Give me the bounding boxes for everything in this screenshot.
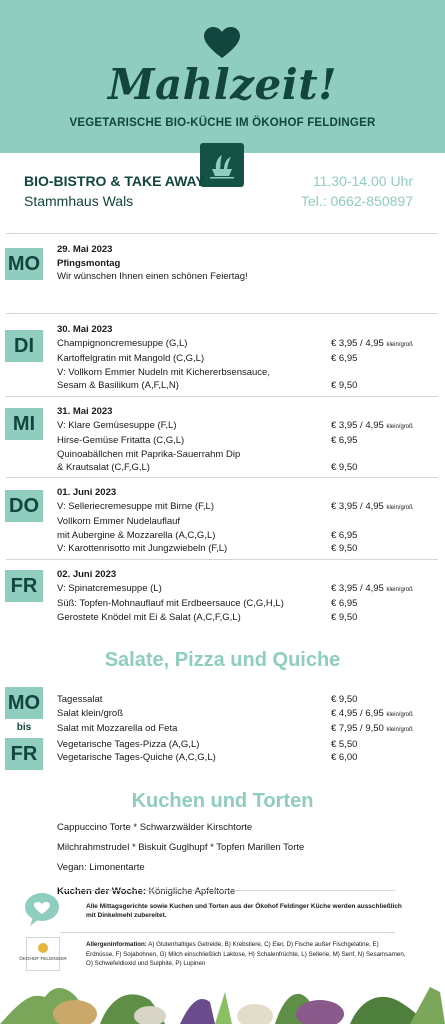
opening-hours: 11.30-14.00 Uhr [312, 173, 413, 189]
section-heading-salads: Salate, Pizza und Quiche [104, 649, 341, 671]
day-badge-di: DI [5, 330, 43, 362]
cake-line: Cappuccino Torte * Schwarzwälder Kirschtorte [57, 822, 253, 833]
venue-name: BIO-BISTRO & TAKE AWAY [24, 173, 205, 189]
svg-text:ÖKOHOF FELDINGER: ÖKOHOF FELDINGER [19, 956, 67, 961]
cake-line: Milchrahmstrudel * Biskuit Guglhupf * Topfen Marillen Torte [57, 842, 305, 853]
menu-line: Salat mit Mozzarella od Feta € 7,95 / 9,50 klein/groß [57, 723, 413, 734]
speech-bubble-icon [25, 893, 59, 921]
day-date: 29. Mai 2023 [57, 244, 113, 255]
day-date: 31. Mai 2023 [57, 406, 113, 417]
day-block-di [57, 323, 427, 393]
menu-line: Kartoffelgratin mit Mangold (C,G,L) € 6,95 [57, 353, 358, 364]
day-block-mi [57, 405, 427, 475]
divider [6, 313, 438, 314]
menu-line: Pfingsmontag [57, 257, 121, 269]
vegetables-illustration [0, 972, 445, 1024]
day-block-fr [57, 568, 427, 624]
menu-line: Quinoabällchen mit Paprika-Sauerrahm Dip [57, 448, 241, 460]
menu-line: Wir wünschen Ihnen einen schönen Feiertag! [57, 271, 248, 282]
divider [6, 233, 438, 234]
page-title: Mahlzeit! [107, 60, 338, 109]
day-date: 02. Juni 2023 [57, 569, 117, 580]
section-heading-cakes: Kuchen und Torten [131, 790, 314, 812]
menu-line: Süß: Topfen-Mohnauflauf mit Erdbeersauce (C,G,H,L) € 6,95 [57, 598, 358, 609]
header-banner [0, 0, 445, 153]
menu-line: Vegetarische Tages-Quiche (A,C,G,L) € 6,00 [57, 752, 358, 763]
day-block-mo [57, 243, 427, 284]
menu-line: Tagessalat € 9,50 [57, 694, 358, 705]
day-badge-fr: FR [5, 738, 43, 770]
menu-line: Vollkorn Emmer Nudelauflauf [57, 516, 181, 527]
day-badge-mo: MO [5, 687, 43, 719]
menu-line: V: Karottenrisotto mit Jungzwiebeln (F,L) € 9,50 [57, 543, 358, 554]
menu-line: Gerostete Knödel mit Ei & Salat (A,C,F,G,L) € 9,50 [57, 611, 358, 623]
day-date: 01. Juni 2023 [57, 487, 117, 498]
menu-line: V: Spinatcremesuppe (L) € 3,95 / 4,95 klein/groß [57, 582, 413, 594]
page-subtitle: VEGETARISCHE BIO-KÜCHE IM ÖKOHOF FELDINGER [69, 117, 376, 129]
menu-line: Hirse-Gemüse Fritatta (C,G,L) € 6,95 [57, 435, 358, 446]
menu-line: Champignoncremesuppe (G,L) € 3,95 / 4,95 klein/groß [57, 337, 413, 349]
venue-location: Stammhaus Wals [24, 193, 134, 209]
divider [6, 396, 438, 397]
menu-line: V: Vollkorn Emmer Nudeln mit Kichererbsensauce, [57, 366, 270, 378]
day-block-do [57, 486, 427, 556]
menu-line: mit Aubergine & Mozzarella (A,C,G,L) € 6,95 [57, 529, 358, 541]
divider [60, 932, 395, 933]
flour-note: Alle Mittagsgerichte sowie Kuchen und Torten aus der Ökohof Feldinger Küche werden ausschließlich mit Dinkelmehl zubereitet. [86, 903, 402, 919]
phone-number: Tel.: 0662-850897 [300, 193, 413, 209]
heart-icon [204, 27, 240, 59]
menu-line: V: Selleriecremesuppe mit Birne (F,L) € 3,95 / 4,95 klein/groß [57, 500, 413, 512]
day-date: 30. Mai 2023 [57, 324, 113, 335]
cake-of-week: Kuchen der Woche: Königliche Apfeltorte [57, 886, 236, 897]
oekohof-logo-icon [19, 937, 67, 971]
cake-line: Vegan: Limonentarte [57, 862, 145, 873]
divider [6, 559, 438, 560]
allergen-info: Allergeninformation: A) Glutenhaltiges Getreide, B) Krebstiere, C) Eier, D) Fische außer Fischgelatine, E) Erdnüsse, F) Sojabohnen, G) Milch einschließlich Laktose, H) Schalenfrüchte, L) Sellerie, M) Senf, N) Sesamsamen, O) Schwefeldioxid und Sulphite, P) Lupinen [86, 941, 406, 967]
day-badge-do: DO [5, 490, 43, 522]
day-badge-mo: MO [5, 248, 43, 280]
day-badge-fr: FR [5, 570, 43, 602]
menu-line: & Krautsalat (C,F,G,L) € 9,50 [57, 462, 358, 473]
bistro-logo-icon [200, 143, 244, 187]
salad-list [57, 693, 427, 765]
divider [60, 890, 395, 891]
menu-line: Sesam & Basilikum (A,F,L,N) € 9,50 [57, 380, 358, 391]
menu-line: V: Klare Gemüsesuppe (F,L) € 3,95 / 4,95 klein/groß [57, 419, 413, 431]
divider [6, 477, 438, 478]
menu-line: Salat klein/groß € 4,95 / 6,95 klein/groß [57, 707, 413, 719]
day-badge-mi: MI [5, 408, 43, 440]
menu-line: Vegetarische Tages-Pizza (A,G,L) € 5,50 [57, 738, 358, 750]
range-bis: bis [16, 722, 32, 733]
